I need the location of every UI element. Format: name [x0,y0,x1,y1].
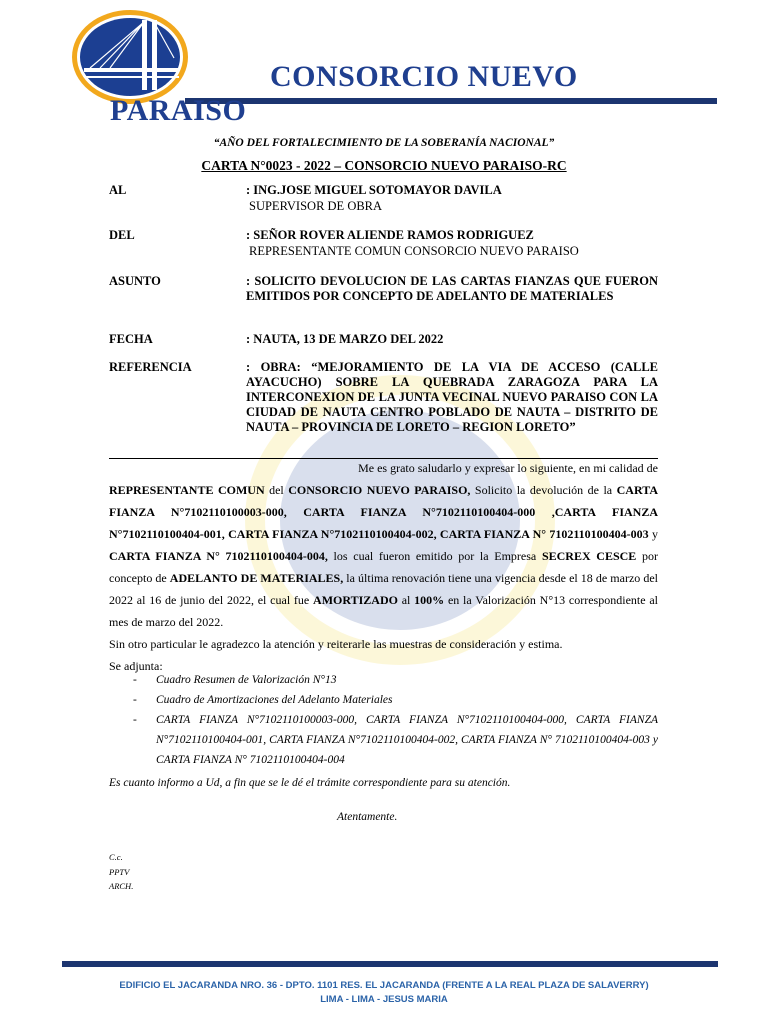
dash-bullet: - [133,674,137,686]
letter-title: CARTA N°0023 - 2022 – CONSORCIO NUEVO PARAISO-RC [201,158,567,173]
cc-arch: ARCH. [109,881,134,891]
footer-divider [62,961,718,967]
list-item [109,670,658,690]
text-fragment: en la Valorización N°13 correspondiente al mes de marzo del 2022. [109,593,658,629]
text-fragment: y [648,527,659,541]
request-paragraph [109,479,658,633]
percent-text: 100% [414,593,445,607]
body-paragraph [109,457,658,677]
company-name: CONSORCIO NUEVO [270,60,578,93]
sign-off: Atentamente. [337,811,398,823]
dash-bullet: - [133,714,137,726]
del-sender: : SEÑOR ROVER ALIENDE RAMOS RODRIGUEZ [246,228,534,242]
amortizado-text: AMORTIZADO [313,593,398,607]
text-fragment: los cual fueron emitido por la Empresa [327,549,542,563]
text-fragment: del [264,483,289,497]
text-fragment: por concepto de [109,549,658,585]
al-role: SUPERVISOR DE OBRA [249,199,383,213]
fecha-label: FECHA [109,332,153,346]
bridge-logo-icon [70,8,190,106]
al-recipient: : ING.JOSE MIGUEL SOTOMAYOR DAVILA [246,183,502,197]
cc-pptv: PPTV [109,867,130,877]
closing-sentence: Es cuanto informo a Ud, a fin que se le dé el trámite correspondiente para su atención. [109,777,511,789]
list-item [109,690,658,710]
attachment-text: CARTA FIANZA N°7102110100003-000, CARTA FIANZA N°7102110100404-000, CARTA FIANZA N°7102110100404-001, CARTA FIANZA N°7102110100404-002, CARTA FIANZA N° 7102110100404-003 y CARTA FIANZA N° 7102110100404-004 [156,714,658,766]
asunto-label: ASUNTO [109,274,161,288]
header-divider [185,98,717,104]
text-fragment: la última renovación tiene una vigencia desde el 18 de marzo del 2022 al 16 de junio del 2022, el cual fue [109,571,659,607]
del-label: DEL [109,228,135,242]
list-item [109,710,658,770]
greeting-line: Me es grato saludarlo y expresar lo siguiente, en mi calidad de [358,461,658,475]
empresa-text: SECREX CESCE [541,549,637,563]
del-role: REPRESENTANTE COMUN CONSORCIO NUEVO PARAISO [249,244,579,258]
attachment-text: Cuadro de Amortizaciones del Adelanto Materiales [156,694,393,706]
consorcio-text: CONSORCIO NUEVO PARAISO, [288,483,471,497]
company-name-continued: PARAISO [110,94,247,127]
cartas-list-text: CARTA FIANZA N°7102110100003-000, CARTA FIANZA N°7102110100404-000 ,CARTA FIANZA N°7102110100404-001, CARTA FIANZA N°7102110100404-002, CARTA FIANZA N° 7102110100404-003 [109,483,658,541]
referencia-label: REFERENCIA [109,360,192,374]
text-fragment: Solicito la devolución de la [470,483,617,497]
se-adjunta-label: Se adjunta: [109,659,163,673]
rep-text: REPRESENTANTE COMUN [109,483,265,497]
year-slogan: “AÑO DEL FORTALECIMIENTO DE LA SOBERANÍA NACIONAL” [213,137,555,149]
al-label: AL [109,183,127,197]
carta-last-text: CARTA FIANZA N° 7102110100404-004, [109,549,328,563]
text-fragment: al [397,593,415,607]
attachments-list [109,670,658,770]
attachment-text: Cuadro Resumen de Valorización N°13 [156,674,337,686]
referencia-value: : OBRA: “MEJORAMIENTO DE LA VIA DE ACCESO (CALLE AYACUCHO) SOBRE LA QUEBRADA ZARAGOZA PARA LA INTERCONEXION DE LA JUNTA VECINAL NUEVO PARAISO CON LA CIUDAD DE NAUTA CENTRO POBLADO DE NAUTA – DISTRITO DE NAUTA – PROVINCIA DE LORETO – REGION LORETO” [246,360,658,434]
fecha-value: : NAUTA, 13 DE MARZO DEL 2022 [246,332,444,346]
cc-label: C.c. [109,852,123,862]
dash-bullet: - [133,694,137,706]
asunto-value: : SOLICITO DEVOLUCION DE LAS CARTAS FIANZAS QUE FUERON EMITIDOS POR CONCEPTO DE ADELANTO DE MATERIALES [246,274,658,303]
sin-otro-paragraph: Sin otro particular le agradezco la atención y reiterarle las muestras de consideración y estima. [109,637,563,651]
adelanto-text: ADELANTO DE MATERIALES, [169,571,344,585]
footer-address: EDIFICIO EL JACARANDA NRO. 36 - DPTO. 1101 RES. EL JACARANDA (FRENTE A LA REAL PLAZA DE SALAVERRY) LIMA - LIMA - JESUS MARIA [119,980,649,1005]
